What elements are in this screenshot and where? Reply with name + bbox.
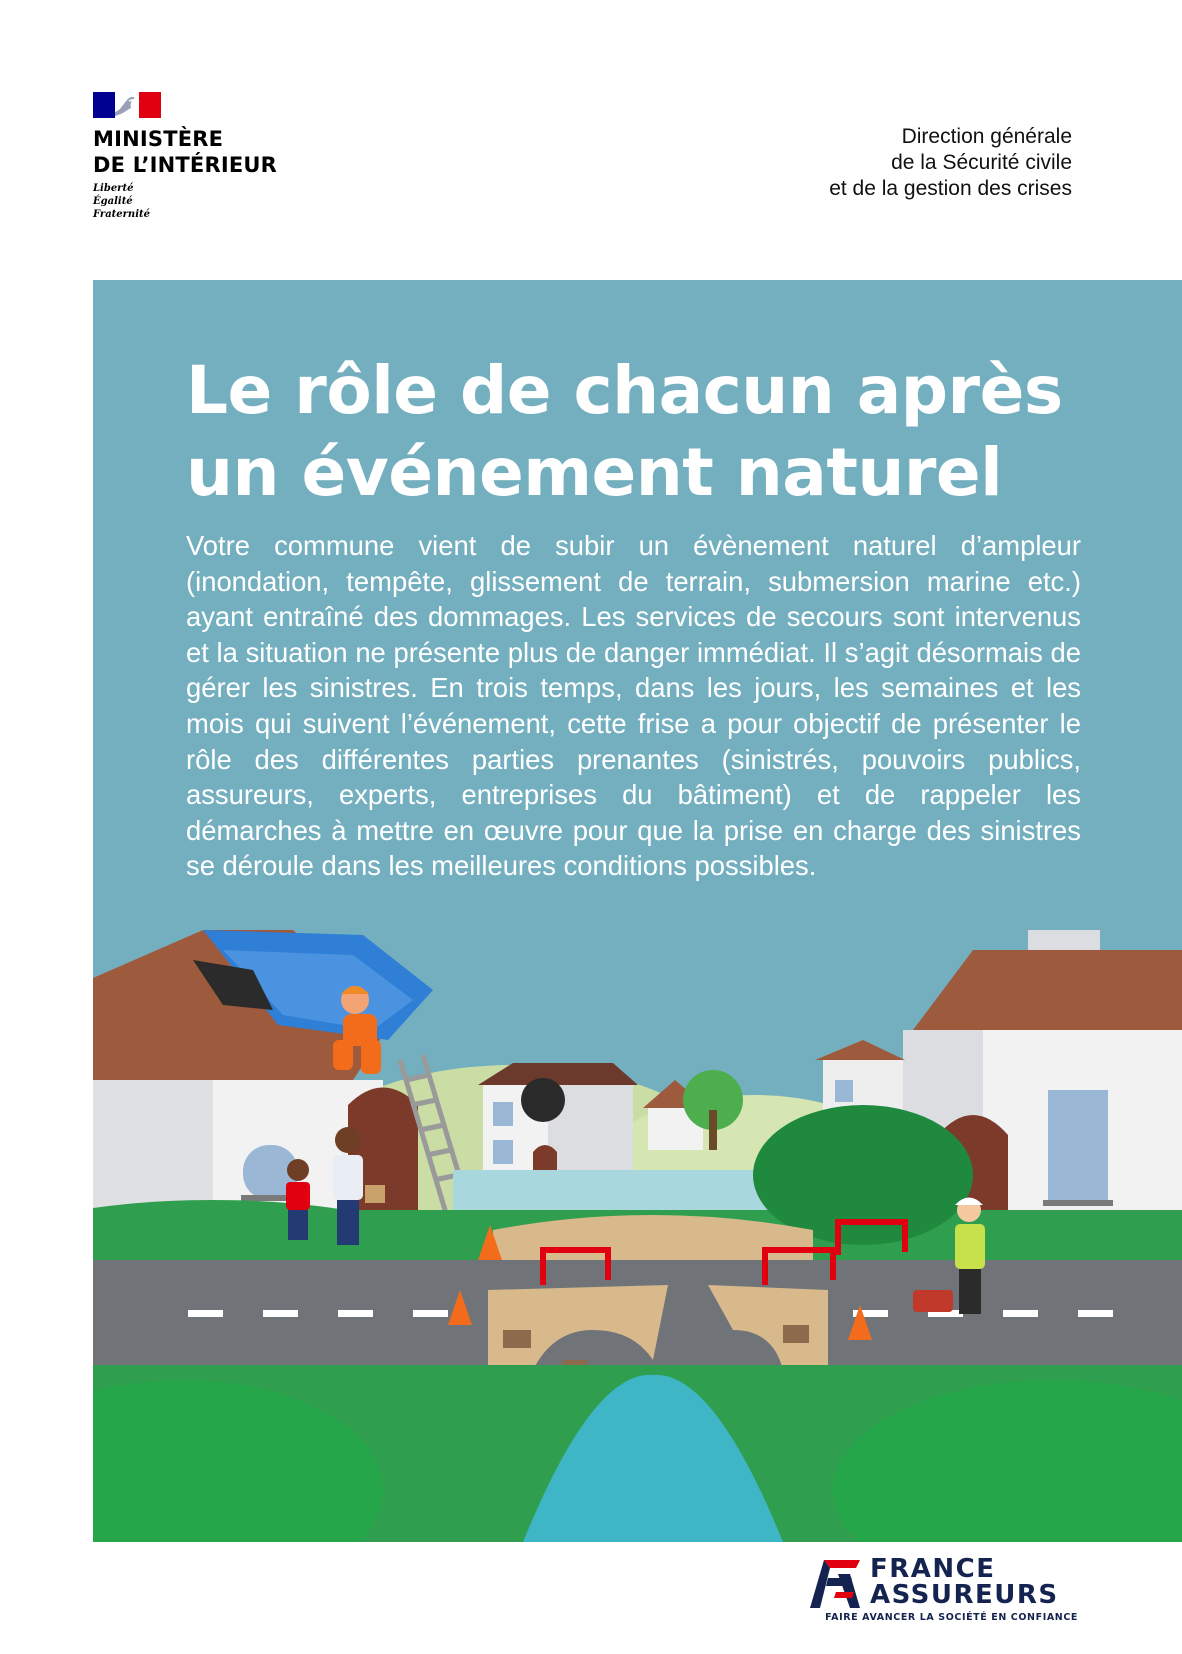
brand-name-line1: FRANCE: [870, 1554, 996, 1584]
france-assureurs-logo: [808, 1556, 1078, 1626]
disaster-scene-illustration: [93, 930, 1182, 1542]
brand-tagline: FAIRE AVANCER LA SOCIÉTÉ EN CONFIANCE: [825, 1612, 1078, 1623]
direction-generale-label: Direction générale de la Sécurité civile et de la gestion des crises: [829, 125, 1072, 200]
ministry-name: MINISTÈRE DE L’INTÉRIEUR: [93, 127, 278, 177]
page-title: Le rôle de chacun après un événement naturel: [186, 352, 1063, 511]
ministry-logo-block: [93, 92, 333, 221]
intro-paragraph: Votre commune vient de subir un évènement naturel d’ampleur (inondation, tempête, glissement de terrain, submersion marine etc.) ayant entraîné des dommages. Les services de secours sont intervenus et la situation ne présente plus de danger immédiat. Il s’agit désormais de gérer les sinistres. En trois temps, dans les jours, les semaines et les mois qui suivent l’événement, cette frise a pour objectif de présenter le rôle des différentes parties prenantes (sinistrés, pouvoirs publics, assureurs, experts, entreprises du bâtiment) et de rappeler les démarches à mettre en œuvre pour que la prise en charge des sinistres se déroule dans les meilleures conditions possibles.: [186, 530, 1081, 882]
damaged-house: [478, 1063, 638, 1180]
hero-panel: [93, 280, 1182, 1542]
left-house: [93, 930, 433, 1220]
france-assureurs-emblem-icon: [808, 1556, 862, 1612]
marianne-flag-icon: [93, 92, 161, 118]
brand-name-line2: ASSUREURS: [870, 1580, 1059, 1610]
republic-motto: Liberté Égalité Fraternité: [93, 183, 150, 220]
